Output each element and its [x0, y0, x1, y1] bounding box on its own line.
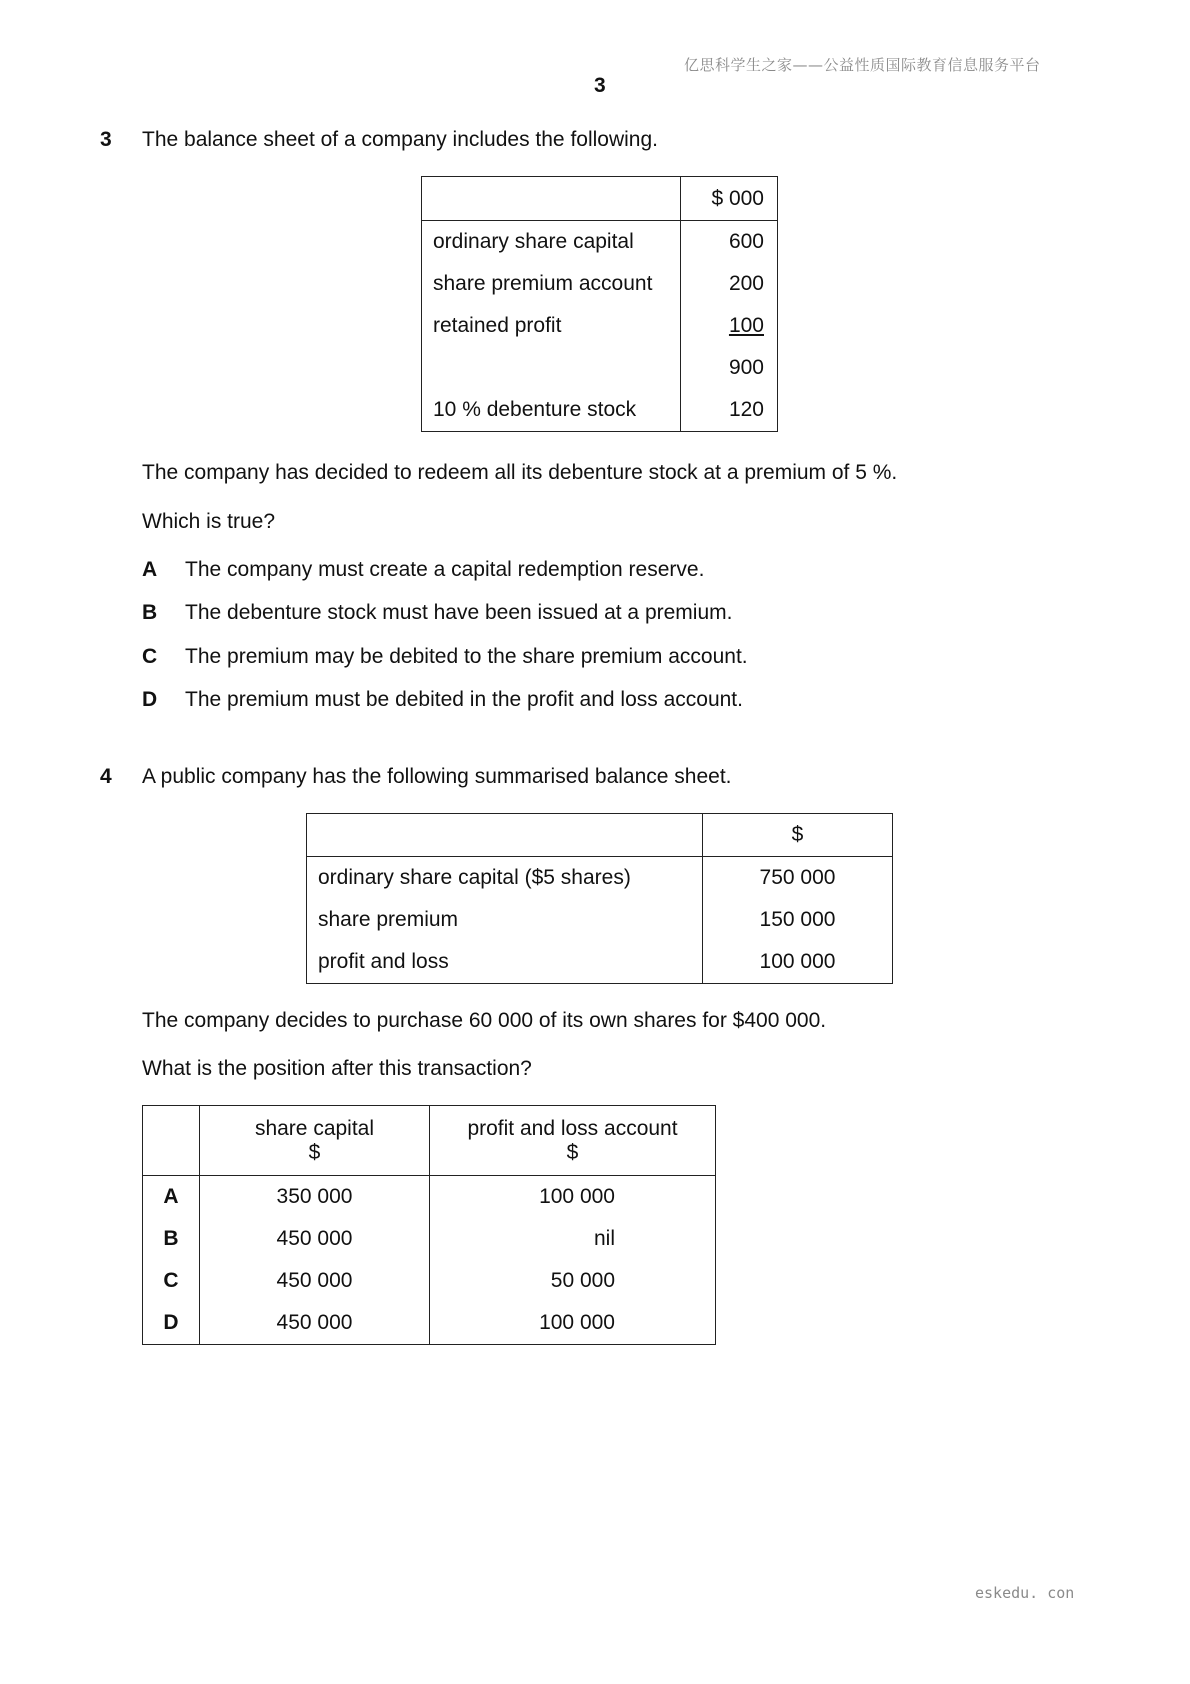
table-row — [307, 899, 893, 941]
table-row — [422, 305, 778, 347]
option-letter: D — [143, 1302, 200, 1345]
option-c-letter: C — [142, 645, 158, 668]
table-header-empty — [422, 177, 681, 221]
table-row — [422, 389, 778, 432]
table-row — [143, 1218, 716, 1260]
table-row — [143, 1302, 716, 1345]
question-3-number: 3 — [100, 128, 112, 151]
row-label — [422, 347, 681, 389]
profit-loss-value: nil — [593, 1227, 615, 1250]
row-label: profit and loss — [307, 941, 703, 984]
row-label: share premium account — [422, 263, 681, 305]
col-title: share capital — [254, 1116, 375, 1140]
page-number: 3 — [594, 74, 606, 97]
row-value: 120 — [728, 398, 764, 421]
table-header-row — [143, 1106, 716, 1176]
question-3-stem: The balance sheet of a company includes the following. — [142, 128, 658, 151]
share-capital-value: 450 000 — [200, 1260, 430, 1302]
footer-watermark: eskedu. con — [975, 1584, 1075, 1602]
table-row — [422, 263, 778, 305]
option-a-text: The company must create a capital redemption reserve. — [185, 558, 705, 581]
share-capital-value: 450 000 — [200, 1302, 430, 1345]
table-unit-header: $ — [703, 814, 893, 857]
q4-balance-sheet-table — [306, 813, 893, 984]
row-value: 100 — [728, 314, 764, 337]
option-letter: A — [143, 1176, 200, 1219]
table-row — [143, 1260, 716, 1302]
table-row — [422, 347, 778, 389]
row-value: 200 — [728, 272, 764, 295]
col-title: profit and loss account — [467, 1116, 678, 1140]
table-header-row — [307, 814, 893, 857]
option-c-text: The premium may be debited to the share premium account. — [185, 645, 748, 668]
option-a-letter: A — [142, 558, 158, 581]
profit-loss-value: 100 000 — [539, 1185, 615, 1208]
row-label: share premium — [307, 899, 703, 941]
table-unit-header: $ 000 — [681, 177, 778, 221]
option-letter: B — [143, 1218, 200, 1260]
option-d-letter: D — [142, 688, 158, 711]
table-row — [307, 857, 893, 900]
question-4-number: 4 — [100, 765, 112, 788]
question-3-question: Which is true? — [142, 510, 276, 533]
row-label: 10 % debenture stock — [422, 389, 681, 432]
row-value: 750 000 — [759, 866, 836, 889]
col-unit: $ — [566, 1140, 579, 1164]
share-capital-value: 450 000 — [200, 1218, 430, 1260]
col-share-capital-header — [200, 1106, 430, 1176]
q4-answer-table — [142, 1105, 716, 1345]
option-d-text: The premium must be debited in the profit and loss account. — [185, 688, 743, 711]
row-value: 900 — [728, 356, 764, 379]
question-4-question: What is the position after this transaction? — [142, 1057, 532, 1080]
share-capital-value: 350 000 — [200, 1176, 430, 1219]
table-header-empty — [143, 1106, 200, 1176]
col-profit-loss-header — [430, 1106, 716, 1176]
profit-loss-value: 100 000 — [539, 1311, 615, 1334]
profit-loss-value: 50 000 — [550, 1269, 615, 1292]
header-watermark: 亿思科学生之家——公益性质国际教育信息服务平台 — [684, 56, 1041, 74]
question-4-scenario: The company decides to purchase 60 000 of its own shares for $400 000. — [142, 1009, 827, 1032]
table-header-empty — [307, 814, 703, 857]
table-row — [422, 221, 778, 264]
col-unit: $ — [308, 1140, 321, 1164]
row-label: ordinary share capital ($5 shares) — [307, 857, 703, 900]
option-b-letter: B — [142, 601, 158, 624]
q3-balance-sheet-table — [421, 176, 778, 432]
row-value: 600 — [728, 230, 764, 253]
row-label: ordinary share capital — [422, 221, 681, 264]
row-value: 150 000 — [759, 908, 836, 931]
question-3-scenario: The company has decided to redeem all its debenture stock at a premium of 5 %. — [142, 461, 898, 484]
table-header-row — [422, 177, 778, 221]
question-4-stem: A public company has the following summarised balance sheet. — [142, 765, 732, 788]
row-value: 100 000 — [759, 950, 836, 973]
option-b-text: The debenture stock must have been issued at a premium. — [185, 601, 733, 624]
table-row — [307, 941, 893, 984]
row-label: retained profit — [422, 305, 681, 347]
option-letter: C — [143, 1260, 200, 1302]
table-row — [143, 1176, 716, 1219]
